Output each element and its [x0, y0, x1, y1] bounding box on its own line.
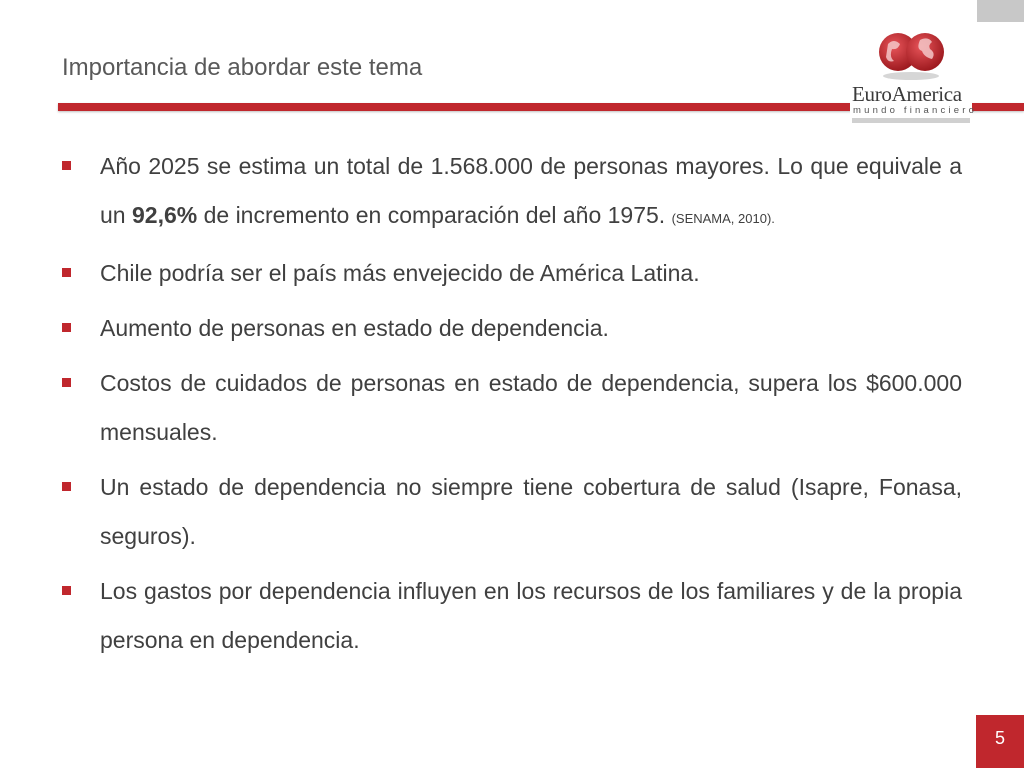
bullet-square-icon: [62, 323, 71, 332]
corner-tab: [977, 0, 1024, 22]
bullet-item: [62, 359, 962, 457]
bullet-text: Chile podría ser el país más envejecido de América Latina.: [100, 260, 700, 286]
bullet-square-icon: [62, 482, 71, 491]
bullet-square-icon: [62, 268, 71, 277]
globe-icon: [870, 30, 950, 82]
logo-tagline: mundo financiero: [853, 105, 978, 116]
bullet-text: Costos de cuidados de personas en estado de dependencia, supera los $600.000 mensuales.: [100, 370, 962, 445]
logo-underline: [852, 118, 970, 123]
bullet-text: Un estado de dependencia no siempre tiene cobertura de salud (Isapre, Fonasa, seguros).: [100, 474, 962, 549]
bullet-highlight: 92,6%: [131, 202, 198, 228]
bullet-item: [62, 567, 962, 665]
euroamerica-logo: [850, 26, 978, 124]
slide-title: Importancia de abordar este tema: [62, 54, 423, 81]
page-number: 5: [976, 715, 1024, 768]
logo-wordmark: EuroAmerica: [852, 82, 962, 106]
bullet-item: [62, 304, 962, 353]
bullet-text: Aumento de personas en estado de dependencia.: [100, 315, 609, 341]
bullet-text: Los gastos por dependencia influyen en los recursos de los familiares y de la propia persona en dependencia.: [100, 578, 962, 653]
bullet-item: [62, 142, 962, 243]
bullet-item: [62, 249, 962, 298]
bullet-citation: (SENAMA, 2010).: [671, 211, 775, 226]
bullet-square-icon: [62, 586, 71, 595]
bullet-item: [62, 463, 962, 561]
bullet-square-icon: [62, 161, 71, 170]
bullet-text: Año 2025 se estima un total de 1.568.000 de personas mayores. Lo que equivale a un: [100, 153, 962, 228]
bullet-text: de incremento en comparación del año 1975.: [197, 202, 672, 228]
bullet-square-icon: [62, 378, 71, 387]
bullet-list: [62, 142, 962, 671]
